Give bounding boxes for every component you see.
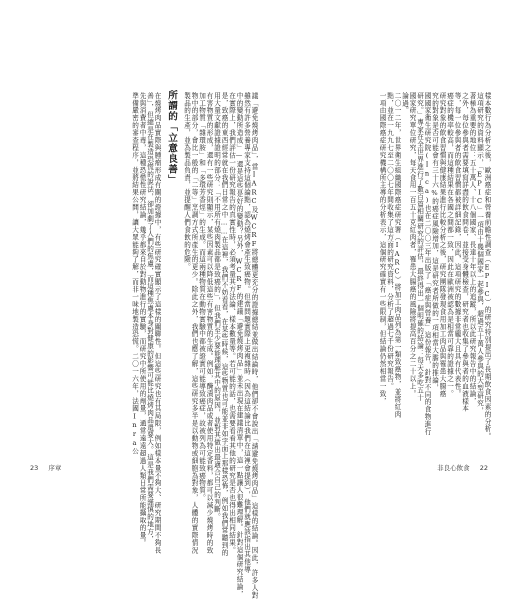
section-heading: 所謂的「立意良善」	[166, 90, 177, 186]
text-column: 準備嚴密的審查程序，並將結果公開，讓大眾能夠了解，而非一味地製造恐慌。二〇一六年，法國Inra公	[130, 92, 139, 456]
text-column: 在實際上，我們評估一份研究報告的真實性時，必須考量其方法論、樣本數量等。若可能的話，也需要看看其他的研究是否也得出相同結果。	[227, 92, 236, 554]
text-column: 究的對象是否可能會有三十六%的癌症風險增加，這是研究者所做的一項相當大膽的推論，	[430, 92, 439, 392]
text-column: 在燒烤肉品實際與腫瘤形成有關的證據中，有些研究確實顯示了這樣的關聯性。但這些研究也有其局限，例如樣本量不夠大、研究期間不夠長	[153, 92, 161, 554]
text-column: 二〇一二年，世界衛生組織國際癌症研究署（IARC）將加工肉品列為第一類致癌物，並將紅肉	[393, 92, 401, 418]
text-column: 用大量文獻證據證明的部分：「不用所有燒肉製品都是致癌的」，但我們至少要能理解其中的原因，並對其做出最適合自己的判斷。	[212, 92, 221, 521]
text-column: 國國家衛生研究院(Inca)也在二〇〇三年出版了「癌症與營養」這份報告，針對不同的食物進行	[423, 92, 431, 436]
text-column: 是，致癌的東西經常就在我們日常之中……在這裡，我們不妨看看，在某些時候，這些物質也可能並非如字面上那樣恐怖，例如我們常聽到的	[220, 92, 228, 557]
text-column: 之外，每位參與者需要填寫詳盡的飲食問卷，並接受身體檢查，研究者也收集了參與者的血液樣本	[460, 92, 469, 413]
text-column: 這項研究的資料顯示，「EPIC」一項由十幾個國家一起參與，超過五十萬人參與的大型研究，	[475, 92, 484, 415]
text-column: 著極為重要的地位：五十萬人、十八個國家、長達十年以上的追蹤，所以此研究報告中的結論，	[468, 92, 476, 405]
right-page-footer	[437, 463, 488, 472]
text-column: 論過。	[400, 92, 409, 115]
text-column: 物中的部分，會比一般的「二等」烹調方式所產生的更少。除此之外，我們也應了解，這些研究多半是以動物或細胞為對象，人體的實際情況	[190, 92, 198, 554]
text-column: 點，並在一九九七至二〇〇七年間收集了這方面的研究資料，分析了超過七千份研究報告。	[385, 92, 394, 390]
text-column: 一項由國際癌症研究機構所主導的分析表示，這個研究確實有一些限制，但結論仍然相當一致，	[378, 92, 386, 405]
page-number: 22	[479, 464, 488, 472]
text-column: 加工物質「雜環胺」和「多環芳香烴」的生成。而這兩種物質在動物實驗中都被證實可能導致癌症，故被列為可能致癌物質。	[197, 92, 206, 502]
right-page-columns	[263, 82, 490, 442]
text-column: 樣本數行為分析之後，歐洲癌症和營養前瞻性調查（EPIC）的研究特別提出了長期飲食因素的分析。	[483, 92, 491, 441]
text-column: 雖然有許多營養專家支持這個論點，認為燒烤會產生致癌物。但當問題實際上更複雜時（因為這結論比我們在這裡會提到），他們就應該指出其他導	[242, 92, 251, 573]
text-column: 研究。」專家在全世界進行了數百篇相關研究的評估，最終得出一個明確的結論：每天多吃五十	[415, 92, 424, 402]
text-column: 先與消費者中毒，這種恐慌性研究結論，幾乎都來自於對動物進行的實驗，而研究中所使用的劑量，通常遠遠超過人類日常所能攝取的量。	[138, 92, 146, 547]
running-title: 非良心飲食	[437, 464, 470, 472]
text-column: 製品的生產，並為製品負責，並提醒人們食飲的危險。	[182, 92, 191, 271]
text-column: 研究對象的飲食習慣與健康結果進行比較分析之後，研究團隊發現食用加工肉品與罹患大腸癌	[438, 92, 446, 398]
text-column: 等，每一位參與者的飲食習慣都被詳細記錄，因此，這項研究的數據非常龐大且具有代表性。	[453, 92, 461, 398]
page-number: 23	[30, 464, 39, 472]
text-column: 國家研究單位研究，每天食用一百五十克紅肉者，罹患大腸癌的風險將提高百分之二十以上。	[408, 92, 416, 398]
left-page-footer	[30, 463, 61, 472]
right-page	[263, 82, 490, 442]
text-column: 善」，但總是在製造恐慌的說法，卻加劇了人們的焦慮，而這種焦慮本身對健康的影響可能比燒烤肉品還要大。這是我們需要謹慎的地方，	[145, 92, 154, 544]
text-column: 有害物質的形成，還有一些研究則顯示，某些因素可以降低這些有害物質的生成。例如，醃漬肉品或者使用特定香料，都可以減少燒烤時的致	[205, 92, 213, 554]
text-column: 中的變動所造成」—還是這些是好的變動？另外，WCRF的建議「避免燒烤肉品」並未出現在建議清單中，這一點讓人很難理解。針對這個研究結論，	[235, 92, 243, 599]
running-title: 序章	[48, 464, 62, 472]
text-column: 議「避免燒烤肉品」，當IARC及WCRF將總體更充分的證據總結並做出結論時，他們卻不會說出「請避免燒烤肉品」這樣的結論。因此，許多人對	[250, 92, 258, 599]
text-column: 癌症的機率較高，而這種結果在各國之間都一致，因此在歐洲被認為是相當可靠的證據之一。	[445, 92, 454, 398]
